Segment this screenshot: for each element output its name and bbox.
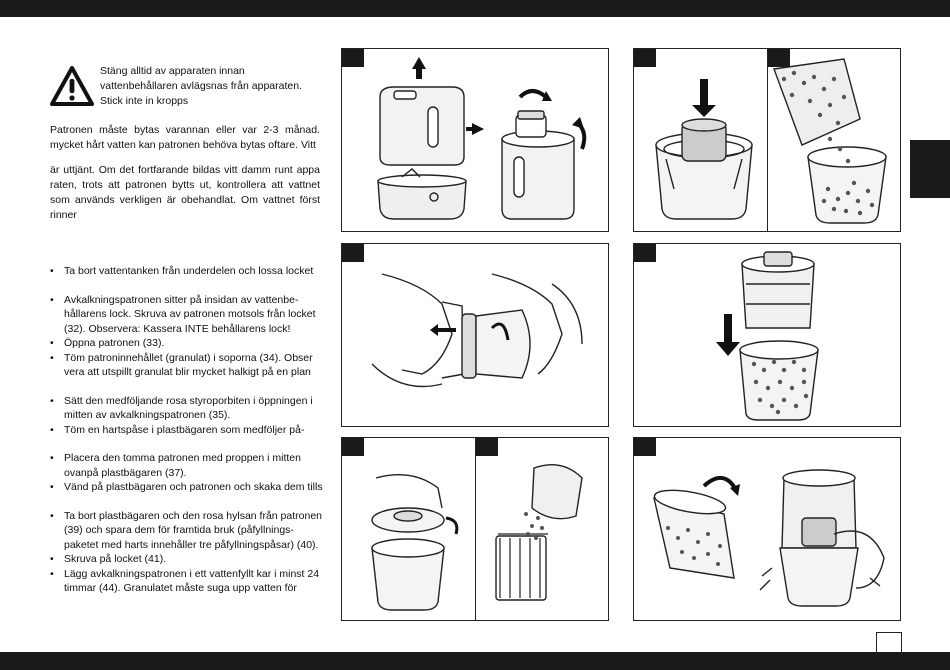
cartridge-insert-icon bbox=[634, 49, 900, 231]
list-item: • Öppna patronen (33). bbox=[48, 336, 323, 351]
figure-cartridge-on-cup bbox=[633, 243, 901, 427]
bottom-bar bbox=[0, 652, 950, 670]
figure-open-lid-pour-resin bbox=[341, 437, 609, 621]
list-item: • Placera den tomma patronen med proppen i mitten ovanpå plastbägaren (37). bbox=[48, 451, 323, 480]
list-item: • Lägg avkalkningspatronen i ett vattenfyllt kar i minst 24 timmar (44). Granulatet måste suga upp vatten för bbox=[48, 567, 323, 596]
figure-remove-tank bbox=[341, 48, 609, 232]
flip-shake-icon bbox=[634, 438, 900, 620]
page-number-box bbox=[876, 632, 902, 653]
list-item: • Töm patroninnehållet (granulat) i soporna (34). Obser vera att utspillt granulat blir mycket halkigt på en plan bbox=[48, 351, 323, 380]
list-item: • Ta bort plastbägaren och den rosa hylsan från patronen (39) och spara dem för framtida bruk (påfyllnings-paketet med harts innehåller tre påfyllningspåsar) (40). bbox=[48, 509, 323, 553]
paragraph-white-dust: är uttjänt. Om det fortfarande bildas vitt damm runt appa raten, trots att patronen bytts ut, kontrollera att vattnet som används verkligen är obehandlat. Om vattnet först rinner bbox=[50, 164, 320, 221]
list-item: • Töm en hartspåse i plastbägaren som medföljer på- bbox=[48, 423, 323, 438]
warning-triangle-icon bbox=[50, 66, 94, 106]
warning-text: Stäng alltid av apparaten innan vattenbehållaren avlägsnas från apparaten. Stick inte in kropps bbox=[100, 65, 302, 107]
list-item: • Skruva på locket (41). bbox=[48, 552, 323, 567]
paragraph-replace-interval: Patronen måste bytas varannan eller var 2-3 månad. mycket hårt vatten kan patronen behöva bytas oftare. Vitt bbox=[50, 124, 320, 151]
list-item: • Sätt den medföljande rosa styroporbiten i öppningen i mitten av avkalkningspatronen (35). bbox=[48, 394, 323, 423]
list-item: • Ta bort vattentanken från underdelen och lossa locket bbox=[48, 264, 323, 279]
humidifier-disassembly-icon bbox=[342, 49, 608, 231]
cartridge-cup-icon bbox=[634, 244, 900, 426]
hand-open-lid-icon bbox=[342, 438, 608, 620]
top-bar bbox=[0, 0, 950, 17]
instruction-list bbox=[48, 264, 323, 596]
chapter-tab bbox=[910, 140, 950, 198]
figure-insert-and-pour bbox=[633, 48, 901, 232]
list-item: • Vänd på plastbägaren och patronen och skaka dem tills bbox=[48, 480, 323, 495]
figure-unscrew-cartridge bbox=[341, 243, 609, 427]
list-item: • Avkalkningspatronen sitter på insidan av vattenbe-hållarens lock. Skruva av patronen motsols från locket (32). Observera: Kassera INTE behållarens lock! bbox=[48, 293, 323, 337]
hands-unscrew-icon bbox=[342, 244, 608, 426]
figure-flip-shake bbox=[633, 437, 901, 621]
